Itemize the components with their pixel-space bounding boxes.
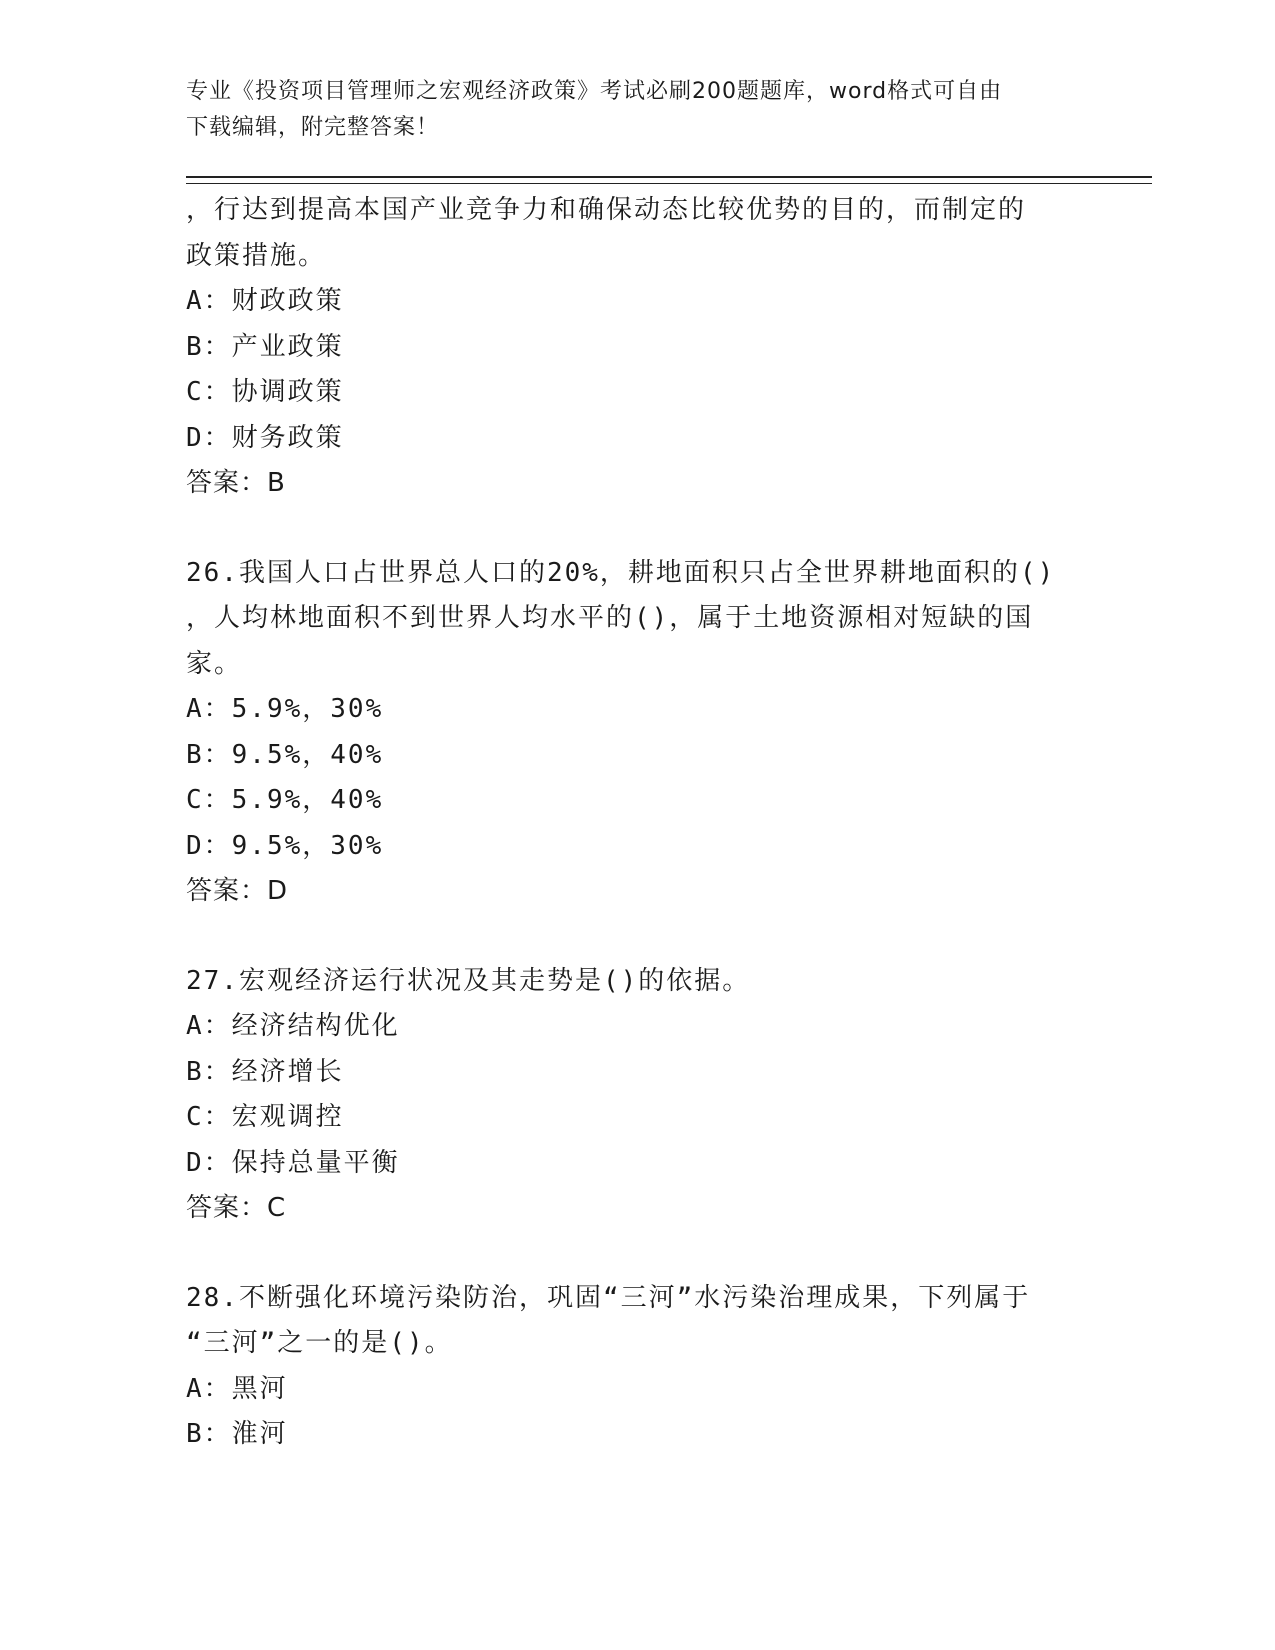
option-b: B：产业政策 (186, 331, 344, 362)
option-c: C：5.9%，40% (186, 785, 384, 815)
question-block-28 (186, 1276, 1086, 1458)
option-d: D：财务政策 (186, 422, 344, 453)
question-text: 27.宏观经济运行状况及其走势是()的依据。 (186, 965, 751, 996)
answer: 答案：B (186, 468, 286, 498)
question-text: ，行达到提高本国产业竞争力和确保动态比较优势的目的，而制定的 (186, 195, 1027, 225)
header-line-2: 下载编辑，附完整答案！ (186, 115, 440, 140)
question-list (186, 188, 1086, 1458)
option-b: B：经济增长 (186, 1056, 344, 1087)
question-block-26 (186, 551, 1086, 915)
option-d: D：9.5%，30% (186, 830, 384, 861)
question-block-prev (186, 188, 1086, 507)
question-text: ，人均林地面积不到世界人均水平的()，属于土地资源相对短缺的国 (186, 603, 1034, 633)
answer: 答案：D (186, 876, 289, 906)
question-text: 家。 (186, 648, 243, 679)
option-a: A：经济结构优化 (186, 1011, 400, 1041)
answer: 答案：C (186, 1193, 287, 1223)
option-a: A：5.9%，30% (186, 694, 384, 724)
option-d: D：保持总量平衡 (186, 1147, 400, 1178)
option-a: A：财政政策 (186, 286, 344, 316)
question-text: 政策措施。 (186, 240, 327, 271)
option-c: C：协调政策 (186, 377, 344, 407)
question-block-27 (186, 959, 1086, 1232)
header-rule-thin (186, 183, 1152, 184)
option-b: B：淮河 (186, 1419, 288, 1449)
question-text: “三河”之一的是()。 (186, 1328, 453, 1358)
option-b: B：9.5%，40% (186, 739, 384, 770)
question-text: 28.不断强化环境污染防治，巩固“三河”水污染治理成果，下列属于 (186, 1282, 1031, 1313)
option-a: A：黑河 (186, 1373, 288, 1404)
document-header (186, 74, 1086, 146)
option-c: C：宏观调控 (186, 1102, 344, 1132)
header-rule-thick (186, 176, 1152, 178)
question-text: 26.我国人口占世界总人口的20%，耕地面积只占全世界耕地面积的() (186, 557, 1056, 588)
header-line-1: 专业《投资项目管理师之宏观经济政策》考试必刷200题题库，word格式可自由 (186, 79, 1003, 104)
